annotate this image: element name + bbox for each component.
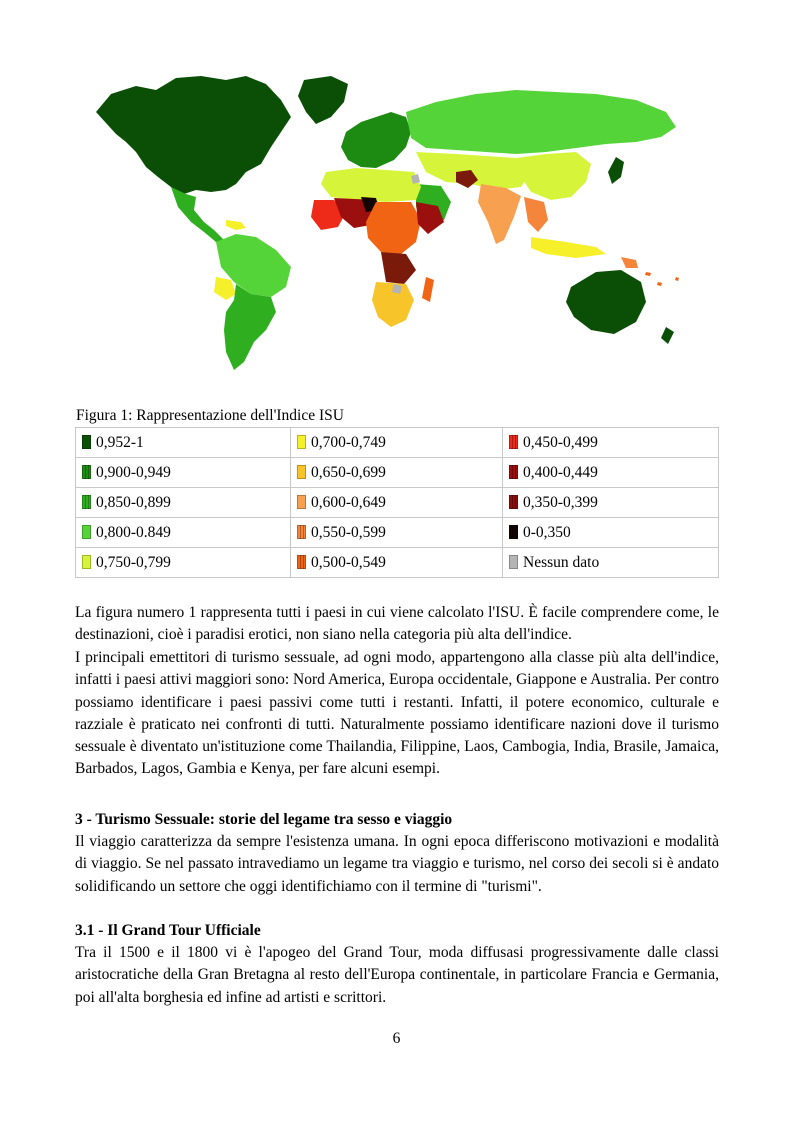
- legend-cell: [291, 428, 503, 458]
- legend-swatch: [82, 465, 91, 479]
- legend-row: [76, 518, 719, 548]
- paragraph-2: I principali emettitori di turismo sessuale, ad ogni modo, appartengono alla classe più alta dell'indice, infatti i paesi attivi maggiori sono: Nord America, Europa occidentale, Giappone e Australia. Per contro possiamo identificare i paesi passivi come tutti i restanti. Infatti, il potere economico, culturale e razziale è praticato nei confronti di tutti. Naturalmente possiamo identificare nazioni dove il turismo sessuale è diventato un'istituzione come Thailandia, Filippine, Laos, Cambogia, India, Brasile, Jamaica, Barbados, Lagos, Gambia e Kenya, per fare alcuni esempi.: [75, 649, 719, 778]
- legend-label: 0,900-0,949: [96, 463, 171, 481]
- legend-label: 0,800-0.849: [96, 523, 171, 541]
- legend-swatch: [509, 465, 518, 479]
- legend-row: [76, 488, 719, 518]
- legend-label: 0,850-0,899: [96, 493, 171, 511]
- legend-cell: [76, 548, 291, 578]
- map-region-north-africa: [321, 168, 421, 202]
- legend-label: 0,500-0,549: [311, 553, 386, 571]
- legend-label: Nessun dato: [523, 553, 600, 571]
- legend-cell: [76, 488, 291, 518]
- paragraph-3: Il viaggio caratterizza da sempre l'esistenza umana. In ogni epoca differiscono motivazioni e modalità di viaggio. Se nel passato intravediamo un legame tra viaggio e turismo, nel corso dei secoli si è andato solidificando un settore che oggi identifichiamo con il termine di "turismi".: [75, 833, 719, 895]
- map-region-north-america: [96, 76, 291, 194]
- map-region-japan: [608, 157, 624, 184]
- legend-label: 0-0,350: [523, 523, 571, 541]
- legend-label: 0,952-1: [96, 433, 144, 451]
- legend-cell: [76, 428, 291, 458]
- legend-label: 0,600-0,649: [311, 493, 386, 511]
- hdi-legend-table: [75, 427, 719, 578]
- legend-swatch: [509, 435, 518, 449]
- legend-label: 0,400-0,449: [523, 463, 598, 481]
- legend-cell: [503, 488, 719, 518]
- map-region-new-zealand: [661, 327, 674, 344]
- legend-cell: [503, 458, 719, 488]
- legend-label: 0,550-0,599: [311, 523, 386, 541]
- legend-label: 0,750-0,799: [96, 553, 171, 571]
- paragraph-1: La figura numero 1 rappresenta tutti i paesi in cui viene calcolato l'ISU. È facile comprendere come, le destinazioni, cioè i paradisi erotici, non siano nella categoria più alta dell'indice.: [75, 604, 719, 644]
- legend-cell: [291, 518, 503, 548]
- legend-body: [76, 428, 719, 578]
- paragraph-4: Tra il 1500 e il 1800 vi è l'apogeo del Grand Tour, moda diffusasi progressivamente dalle classi aristocratiche della Gran Bretagna al resto dell'Europa continentale, in particolare Francia e Germania, poi all'alta borghesia ed infine ad artisti e scrittori.: [75, 944, 719, 1006]
- legend-swatch: [509, 525, 518, 539]
- section-heading-3-1: 3.1 - Il Grand Tour Ufficiale: [75, 922, 261, 939]
- map-region-madagascar: [422, 277, 434, 302]
- map-region-central-america: [171, 187, 224, 242]
- map-region-europe: [341, 112, 411, 168]
- map-region-papua-new-guinea: [621, 257, 638, 268]
- legend-cell: [503, 518, 719, 548]
- legend-row: [76, 428, 719, 458]
- map-region-southeast-asia: [524, 197, 548, 232]
- legend-cell: [291, 458, 503, 488]
- legend-swatch: [297, 555, 306, 569]
- map-region-east-africa: [381, 252, 416, 284]
- legend-cell: [76, 518, 291, 548]
- map-region-caribbean: [226, 220, 246, 230]
- legend-cell: [503, 548, 719, 578]
- legend-swatch: [509, 495, 518, 509]
- map-region-russia: [406, 90, 676, 154]
- legend-cell: [291, 488, 503, 518]
- map-region-china: [516, 152, 591, 200]
- section-heading-3: 3 - Turismo Sessuale: storie del legame tra sesso e viaggio: [75, 811, 453, 828]
- legend-swatch: [82, 555, 91, 569]
- legend-row: [76, 458, 719, 488]
- map-region-brazil: [224, 284, 276, 370]
- legend-swatch: [297, 525, 306, 539]
- map-region-south-asia: [478, 184, 521, 244]
- legend-label: 0,450-0,499: [523, 433, 598, 451]
- legend-label: 0,650-0,699: [311, 463, 386, 481]
- legend-cell: [76, 458, 291, 488]
- map-region-indonesia: [531, 237, 606, 258]
- legend-swatch: [297, 495, 306, 509]
- map-region-pacific-islands: [645, 272, 679, 286]
- legend-row: [76, 548, 719, 578]
- map-region-australia: [566, 270, 646, 334]
- legend-label: 0,350-0,399: [523, 493, 598, 511]
- legend-cell: [291, 548, 503, 578]
- legend-swatch: [509, 555, 518, 569]
- legend-cell: [503, 428, 719, 458]
- map-region-central-asia: [416, 152, 531, 190]
- legend-swatch: [82, 525, 91, 539]
- page-number: 6: [392, 1030, 401, 1047]
- figure-caption: Figura 1: Rappresentazione dell'Indice ISU: [76, 407, 344, 424]
- legend-swatch: [297, 465, 306, 479]
- world-hdi-map: [76, 72, 726, 372]
- legend-swatch: [82, 435, 91, 449]
- legend-swatch: [297, 435, 306, 449]
- map-region-greenland: [298, 76, 348, 124]
- legend-swatch: [82, 495, 91, 509]
- map-region-central-africa: [366, 202, 421, 254]
- legend-label: 0,700-0,749: [311, 433, 386, 451]
